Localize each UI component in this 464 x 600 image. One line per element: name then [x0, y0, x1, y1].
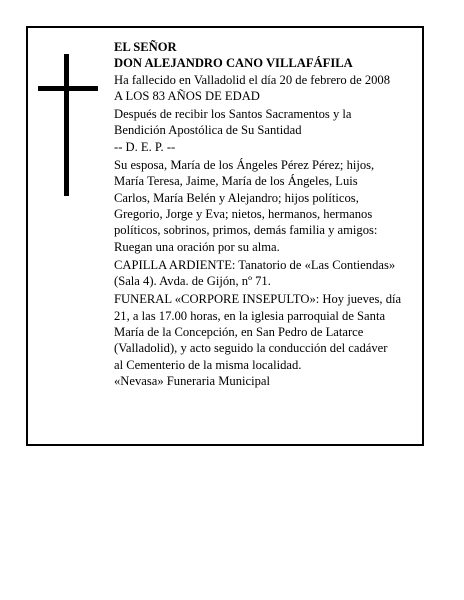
deceased-name: DON ALEJANDRO CANO VILLAFÁFILA: [114, 56, 353, 71]
funeral-line-4: (Valladolid), y acto seguido la conducción del cadáver: [114, 341, 388, 356]
funeral-line-1: FUNERAL «CORPORE INSEPULTO»: Hoy jueves, día: [114, 292, 402, 307]
family-line-1: Su esposa, María de los Ángeles Pérez Pérez; hijos,: [114, 158, 375, 173]
chapel-line-1: CAPILLA ARDIENTE: Tanatorio de «Las Contiendas»: [114, 257, 396, 272]
prayer-line: Ruegan una oración por su alma.: [114, 239, 280, 254]
family-line-3: Carlos, María Belén y Alejandro; hijos políticos,: [114, 190, 359, 205]
cross-horizontal-bar: [38, 86, 98, 91]
death-date-line: Ha fallecido en Valladolid el día 20 de febrero de 2008: [114, 72, 391, 87]
funeral-line-3: María de la Concepción, en San Pedro de Latarce: [114, 325, 364, 340]
rip-line: -- D. E. P. --: [114, 139, 176, 154]
funeral-line-5: al Cementerio de la misma localidad.: [114, 357, 302, 372]
family-line-5: políticos, sobrinos, primos, demás familia y amigos:: [114, 223, 378, 238]
obituary-text: [114, 39, 430, 389]
chapel-line-2: (Sala 4). Avda. de Gijón, nº 71.: [114, 274, 271, 289]
funeral-home-line: «Nevasa» Funeraria Municipal: [114, 373, 270, 388]
latin-cross-icon: [38, 54, 98, 196]
funeral-line-2: 21, a las 17.00 horas, en la iglesia parroquial de Santa: [114, 308, 386, 323]
sacraments-line-2: Bendición Apostólica de Su Santidad: [114, 123, 302, 138]
family-line-4: Gregorio, Jorge y Eva; nietos, hermanos, hermanos: [114, 206, 373, 221]
age-line: A LOS 83 AÑOS DE EDAD: [114, 88, 260, 103]
family-line-2: María Teresa, Jaime, María de los Ángeles, Luis: [114, 174, 358, 189]
sacraments-line-1: Después de recibir los Santos Sacramentos y la: [114, 107, 352, 122]
title-line: EL SEÑOR: [114, 40, 177, 54]
cross-vertical-bar: [64, 54, 69, 196]
